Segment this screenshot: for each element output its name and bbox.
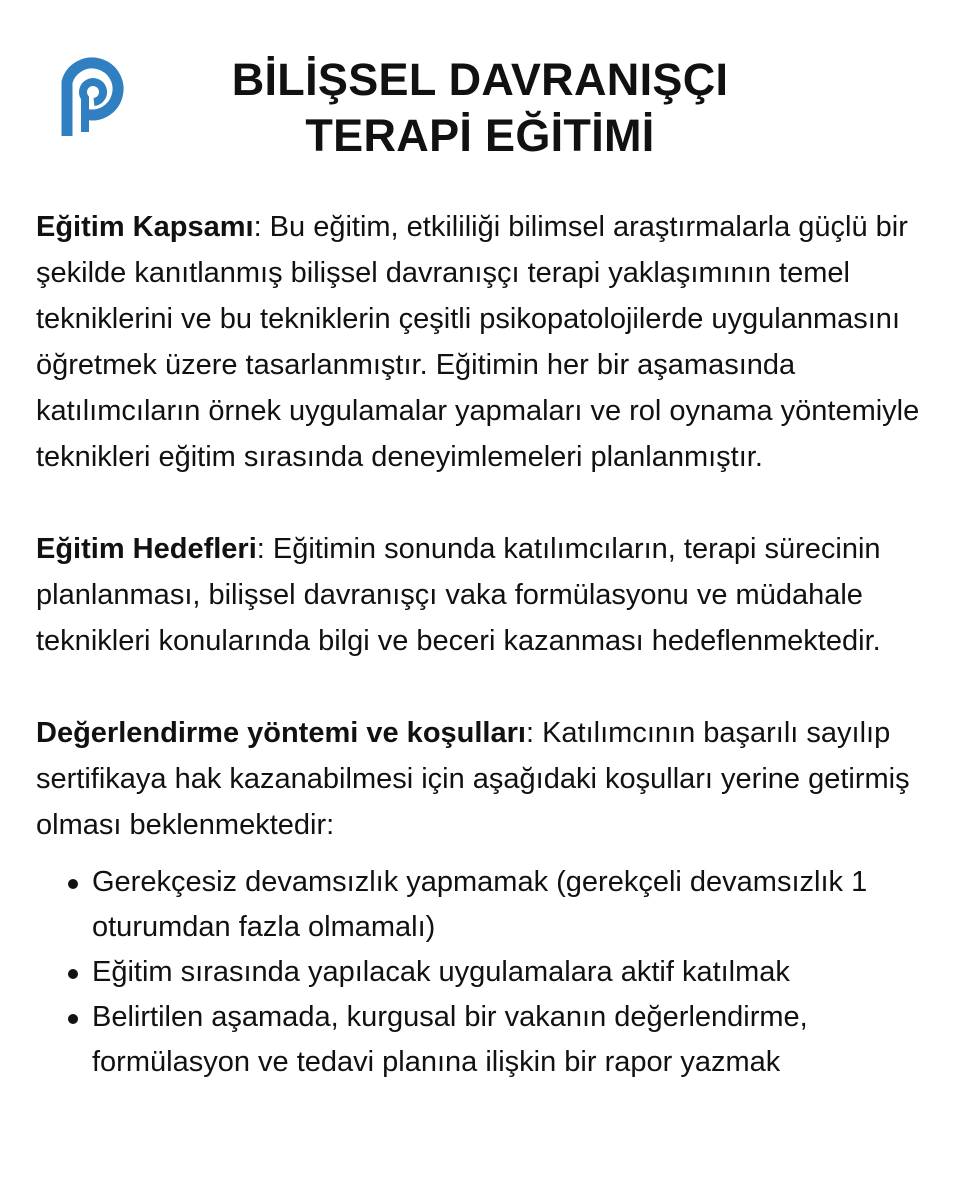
list-item: [36, 860, 936, 950]
list-item: [36, 995, 936, 1085]
scope-paragraph: [36, 204, 936, 480]
bullet-icon: [68, 1014, 78, 1024]
bullet-icon: [68, 879, 78, 889]
title-line-2: TERAPİ EĞİTİMİ: [305, 110, 655, 161]
bullet-icon: [68, 969, 78, 979]
title-line-1: BİLİŞSEL DAVRANIŞÇI: [231, 54, 729, 105]
list-item: [36, 950, 936, 995]
conditions-list: [36, 860, 936, 1085]
document-body: [36, 204, 936, 1085]
goals-label: Eğitim Hedefleri: [36, 533, 257, 565]
page-title: [180, 52, 780, 164]
brand-logo-icon: [52, 52, 128, 142]
condition-text: Belirtilen aşamada, kurgusal bir vakanın değerlendirme, formülasyon ve tedavi planına ilişkin bir rapor yazmak: [92, 1001, 808, 1078]
evaluation-paragraph: [36, 710, 936, 848]
scope-label: Eğitim Kapsamı: [36, 211, 254, 243]
evaluation-label: Değerlendirme yöntemi ve koşulları: [36, 717, 526, 749]
evaluation-text: : Katılımcının başarılı sayılıp sertifikaya hak kazanabilmesi için aşağıdaki koşulları yerine getirmiş olması beklenmektedir:: [36, 717, 910, 841]
goals-text: : Eğitimin sonunda katılımcıların, terapi sürecinin planlanması, bilişsel davranışçı vaka formülasyonu ve müdahale teknikleri konularında bilgi ve beceri kazanması hedeflenmektedir.: [36, 533, 881, 657]
condition-text: Gerekçesiz devamsızlık yapmamak (gerekçeli devamsızlık 1 oturumdan fazla olmamalı): [92, 866, 868, 943]
scope-text: : Bu eğitim, etkililiği bilimsel araştırmalarla güçlü bir şekilde kanıtlanmış bilişsel davranışçı terapi yaklaşımının temel tekniklerini ve bu tekniklerin çeşitli psikopatolojilerde uygulanmasını öğretmek üzere tasarlanmıştır. Eğitimin her bir aşamasında katılımcıların örnek uygulamalar yapmaları ve rol oynama yöntemiyle teknikleri eğitim sırasında deneyimlemeleri planlanmıştır.: [36, 211, 920, 473]
goals-paragraph: [36, 526, 936, 664]
condition-text: Eğitim sırasında yapılacak uygulamalara aktif katılmak: [92, 956, 790, 988]
